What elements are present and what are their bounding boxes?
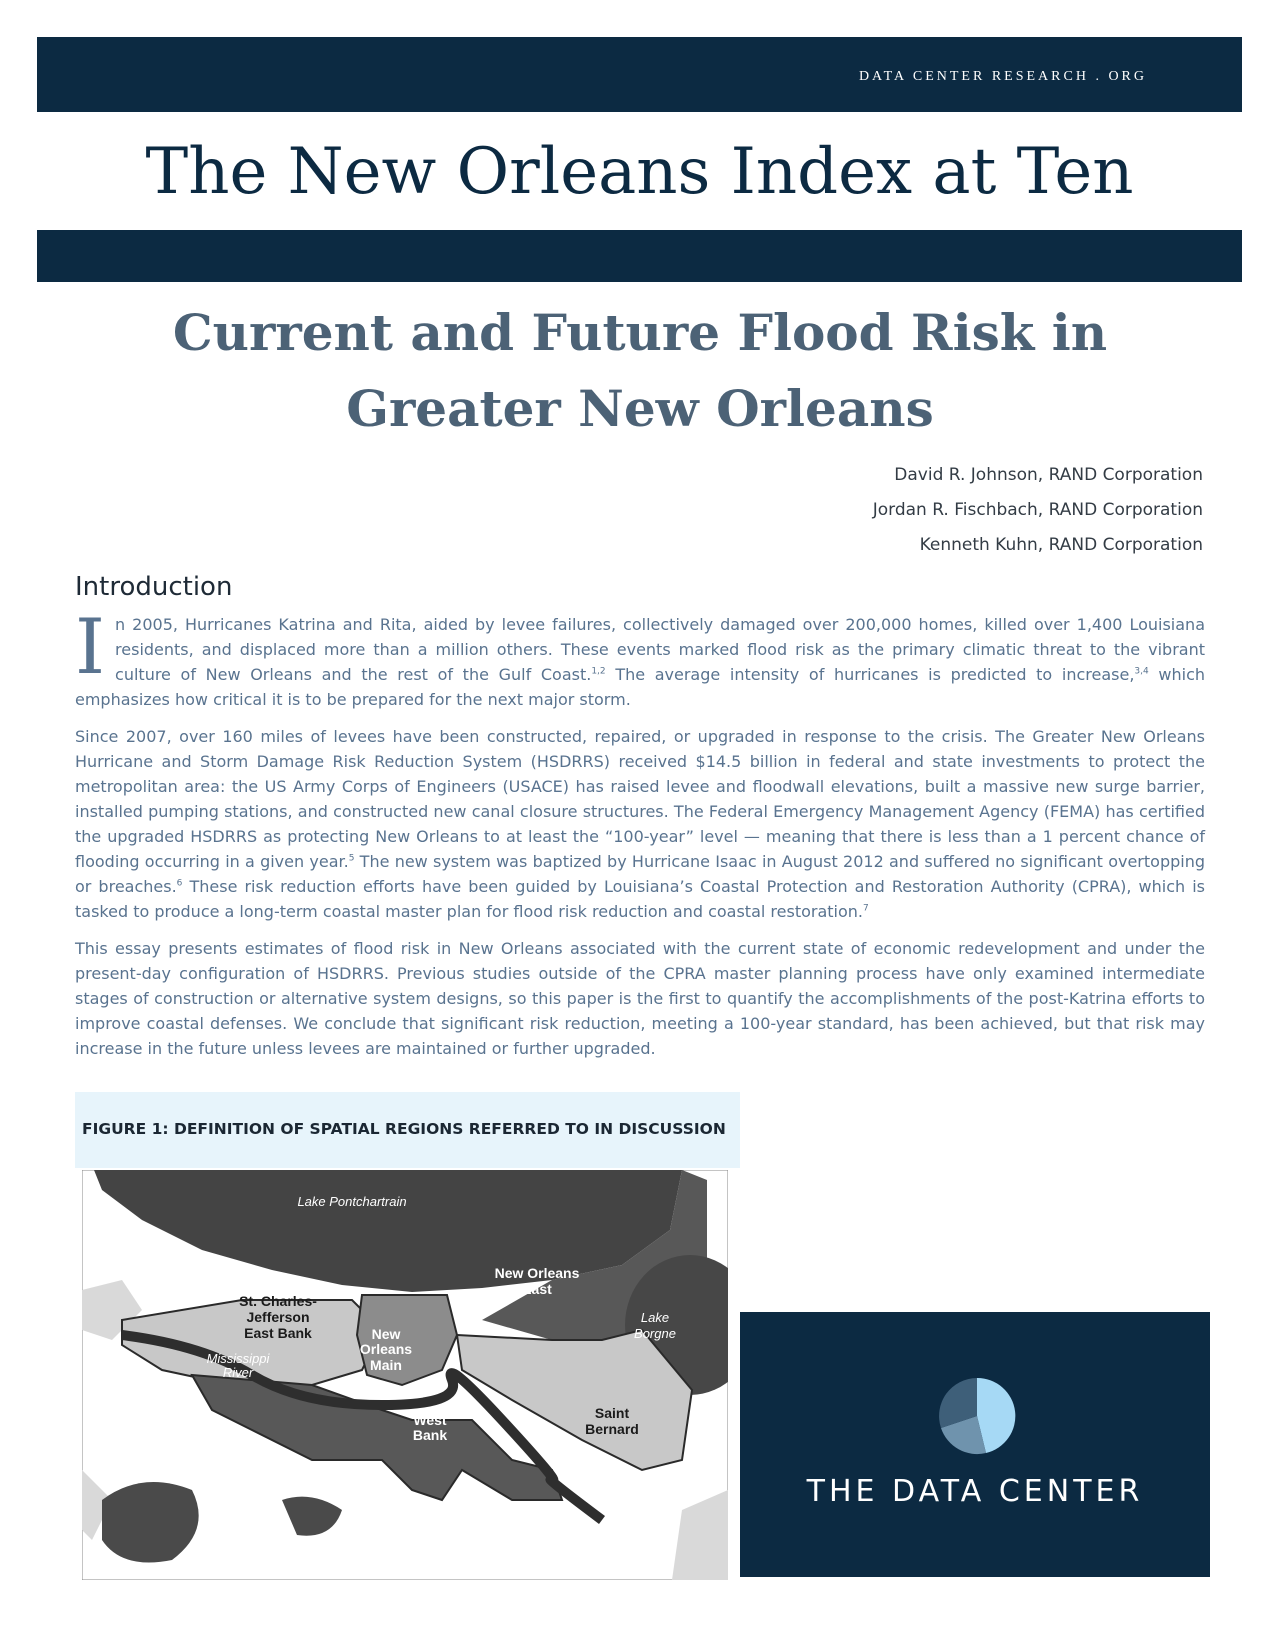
label-no-main-3: Main — [370, 1357, 402, 1373]
article-title: Current and Future Flood Risk in Greater New Orleans — [172, 303, 1108, 438]
paragraph-1-text-c: which emphasizes how critical it is to be prepared for the next major storm. — [75, 665, 1205, 709]
label-st-charles-1: St. Charles- — [239, 1293, 317, 1309]
site-url[interactable]: DATA CENTER RESEARCH . ORG — [858, 69, 1147, 84]
brand-panel — [740, 1312, 1210, 1577]
label-lake-borgne-2: Borgne — [634, 1326, 676, 1341]
label-lake-borgne-1: Lake — [640, 1310, 670, 1325]
label-st-charles-3: East Bank — [244, 1325, 312, 1341]
author-1: David R. Johnson, RAND Corporation — [894, 465, 1203, 485]
footnote-ref[interactable]: 3,4 — [1134, 666, 1149, 677]
label-new-orleans-east-2: East — [522, 1281, 552, 1297]
author-list — [873, 458, 1203, 563]
paragraph-2 — [75, 724, 1205, 924]
label-saint-bernard-2: Bernard — [585, 1421, 639, 1437]
footnote-ref[interactable]: 5 — [348, 853, 355, 864]
spatial-regions-map — [82, 1170, 728, 1580]
label-mississippi-1: Mississippi — [206, 1351, 270, 1366]
top-banner — [37, 37, 1242, 112]
drop-cap: I — [75, 602, 106, 691]
label-west-bank-1: West — [413, 1412, 447, 1428]
label-saint-bernard-1: Saint — [594, 1405, 630, 1421]
paragraph-1 — [75, 602, 1205, 712]
label-new-orleans-east-1: New Orleans — [494, 1265, 580, 1281]
label-mississippi-2: River — [222, 1365, 254, 1380]
footnote-ref[interactable]: 1,2 — [591, 666, 606, 677]
section-heading: Introduction — [75, 572, 233, 602]
label-st-charles-2: Jefferson — [246, 1309, 310, 1325]
label-lake-pontchartrain: Lake Pontchartrain — [297, 1194, 407, 1209]
pie-logo-icon — [938, 1377, 1016, 1455]
paragraph-3: This essay presents estimates of flood risk in New Orleans associated with the current state of economic redevelopment and under the present-day configuration of HSDRRS. Previous studies outside of the CPRA master planning process have only examined intermediate stages of construction or alternative system designs, so this paper is the first to quantify the accomplishments of the post-Katrina efforts to improve coastal defenses. We conclude that significant risk reduction, meeting a 100-year standard, has been achieved, but that risk may increase in the future unless levees are maintained or further upgraded. — [75, 939, 1205, 1058]
label-west-bank-2: Bank — [412, 1427, 448, 1443]
paragraph-2-text-b: The new system was baptized by Hurricane Isaac in August 2012 and suffered no significant overtopping or breaches. — [75, 852, 1206, 896]
label-no-main-1: New — [371, 1326, 401, 1342]
report-title: The New Orleans Index at Ten — [145, 135, 1134, 209]
brand-name: THE DATA CENTER — [806, 1474, 1144, 1509]
figure-caption: FIGURE 1: DEFINITION OF SPATIAL REGIONS REFERRED TO IN DISCUSSION — [82, 1120, 726, 1138]
footnote-ref[interactable]: 6 — [176, 878, 183, 889]
title-divider-bar — [37, 230, 1242, 282]
paragraph-1-text-a: n 2005, Hurricanes Katrina and Rita, aided by levee failures, collectively damaged over 200,000 homes, killed over 1,400 Louisiana residents, and displaced more than a million others. These events marked flood risk as the primary climatic threat to the vibrant culture of New Orleans and the rest of the Gulf Coast. — [115, 615, 1205, 684]
author-3: Kenneth Kuhn, RAND Corporation — [919, 535, 1203, 555]
footnote-ref[interactable]: 7 — [863, 903, 869, 914]
paragraph-2-text-c: These risk reduction efforts have been guided by Louisiana’s Coastal Protection and Restoration Authority (CPRA), which is tasked to produce a long-term coastal master plan for flood risk reduction and coastal restoration. — [75, 877, 1206, 921]
paragraph-1-text-b: The average intensity of hurricanes is predicted to increase, — [605, 665, 1135, 684]
paragraph-2-text-a: Since 2007, over 160 miles of levees have been constructed, repaired, or upgraded in response to the crisis. The Greater New Orleans Hurricane and Storm Damage Risk Reduction System (HSDRRS) received $14.5 billion in federal and state investments to protect the metropolitan area: the US Army Corps of Engineers (USACE) has raised levee and floodwall elevations, built a massive new surge barrier, installed pumping stations, and constructed new canal closure structures. The Federal Emergency Management Agency (FEMA) has certified the upgraded HSDRRS as protecting New Orleans to at least the “100-year” level — meaning that there is less than a 1 percent chance of flooding occurring in a given year. — [75, 727, 1205, 871]
label-no-main-2: Orleans — [359, 1341, 413, 1357]
figure-caption-bar — [75, 1092, 740, 1168]
author-2: Jordan R. Fischbach, RAND Corporation — [872, 500, 1203, 520]
